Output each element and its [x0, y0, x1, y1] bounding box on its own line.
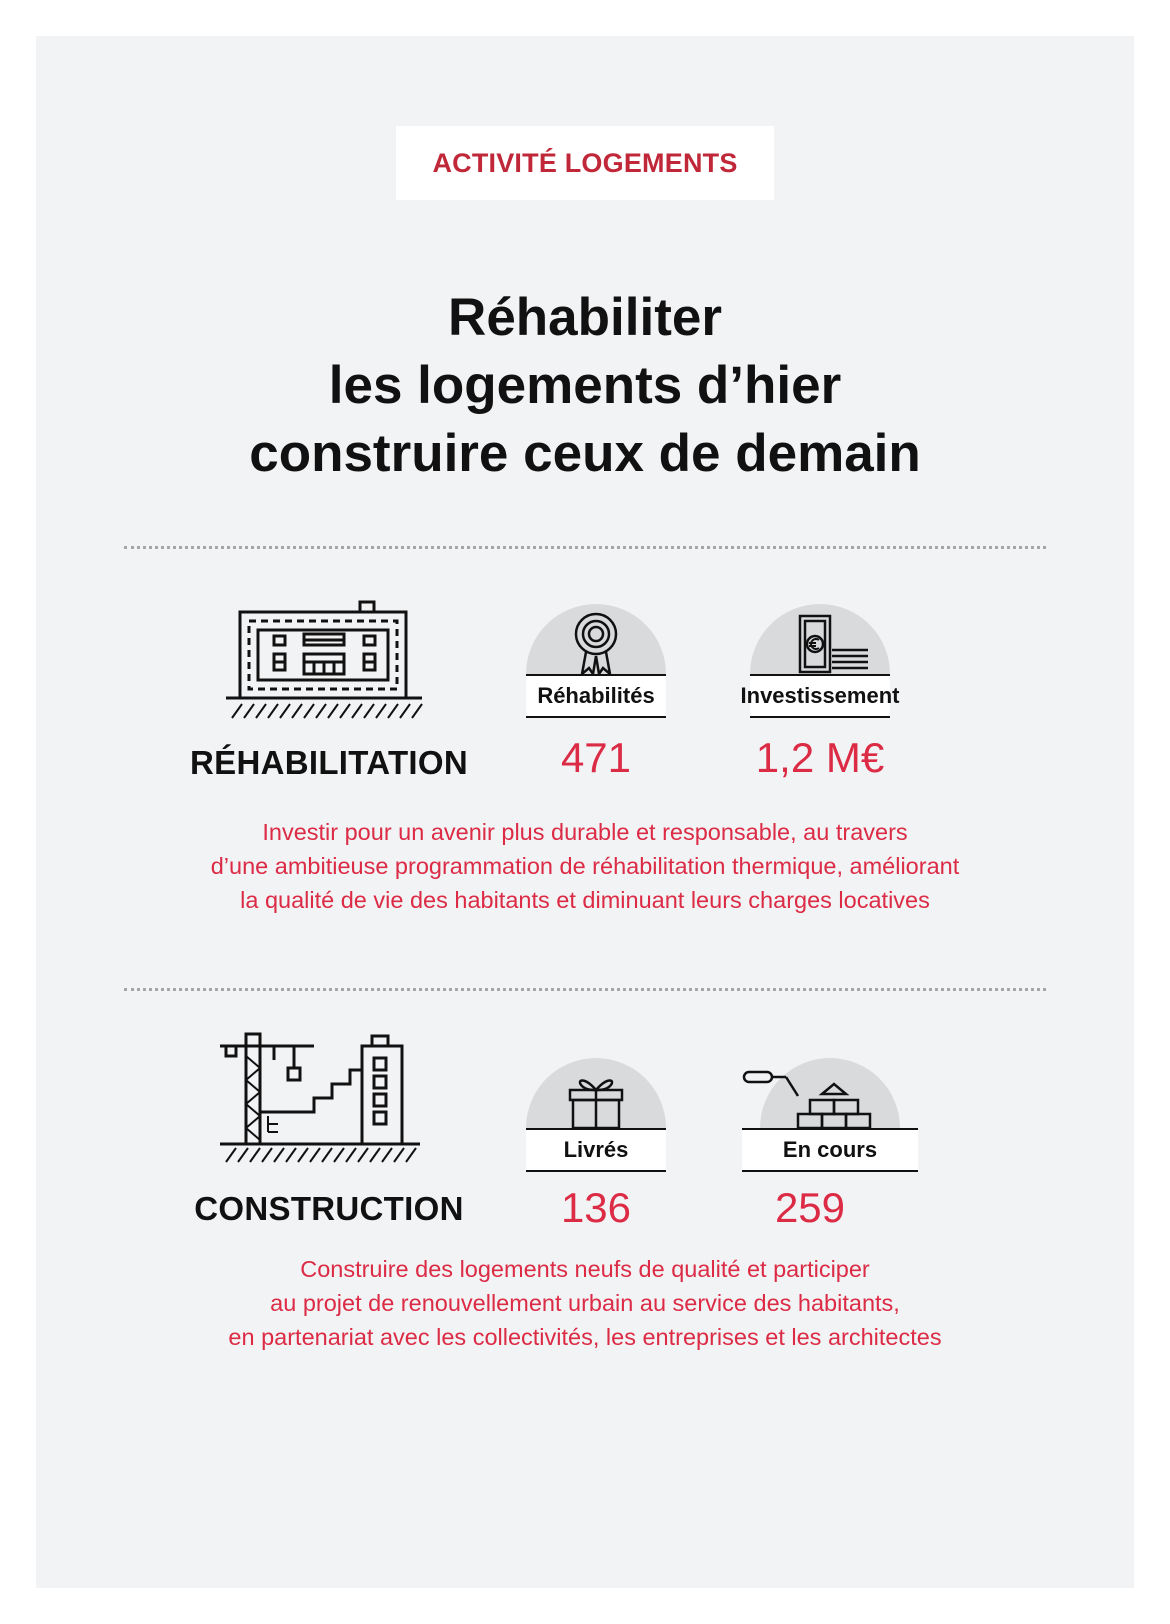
stat-badge-investissement	[740, 604, 900, 724]
stat-label-rehabilites: Réhabilités	[526, 674, 666, 718]
stat-value-en-cours: 259	[774, 1184, 846, 1231]
stat-badge-en-cours	[742, 1058, 918, 1178]
stat-value-livres: 136	[560, 1184, 632, 1231]
construction-title: CONSTRUCTION	[194, 1190, 464, 1227]
headline-line-1: Réhabiliter	[448, 288, 722, 347]
rehabilitation-description-line-1: Investir pour un avenir plus durable et responsable, au travers	[262, 819, 908, 845]
award-rosette-icon	[526, 604, 666, 674]
stat-value-investissement: 1,2 M€	[755, 734, 885, 781]
stat-badge-livres	[526, 1058, 666, 1178]
stat-label-livres: Livrés	[526, 1128, 666, 1172]
stat-value-rehabilites: 471	[560, 734, 632, 781]
divider-middle	[124, 988, 1046, 991]
building-renovation-icon	[224, 600, 424, 722]
construction-description-line-3: en partenariat avec les collectivités, les entreprises et les architectes	[228, 1324, 942, 1350]
gift-box-icon	[526, 1058, 666, 1128]
construction-description-line-1: Construire des logements neufs de qualité et participer	[300, 1256, 870, 1282]
stat-label-investissement: Investissement	[750, 674, 890, 718]
section-tag: ACTIVITÉ LOGEMENTS	[396, 126, 774, 200]
rehabilitation-description-line-2: d’une ambitieuse programmation de réhabilitation thermique, améliorant	[210, 853, 960, 879]
infographic-panel	[36, 36, 1134, 1588]
construction-description-line-2: au projet de renouvellement urbain au service des habitants,	[270, 1290, 900, 1316]
divider-top	[124, 546, 1046, 549]
stat-label-en-cours: En cours	[742, 1128, 918, 1172]
rehabilitation-description-line-3: la qualité de vie des habitants et diminuant leurs charges locatives	[240, 887, 930, 913]
trowel-handle-icon	[742, 1066, 812, 1106]
headline-line-3: construire ceux de demain	[249, 424, 921, 483]
rehabilitation-title: RÉHABILITATION	[190, 744, 468, 781]
crane-construction-icon	[218, 1032, 422, 1166]
euro-banknote-icon	[750, 604, 890, 674]
headline-line-2: les logements d’hier	[328, 356, 842, 415]
stat-badge-rehabilites	[526, 604, 666, 724]
